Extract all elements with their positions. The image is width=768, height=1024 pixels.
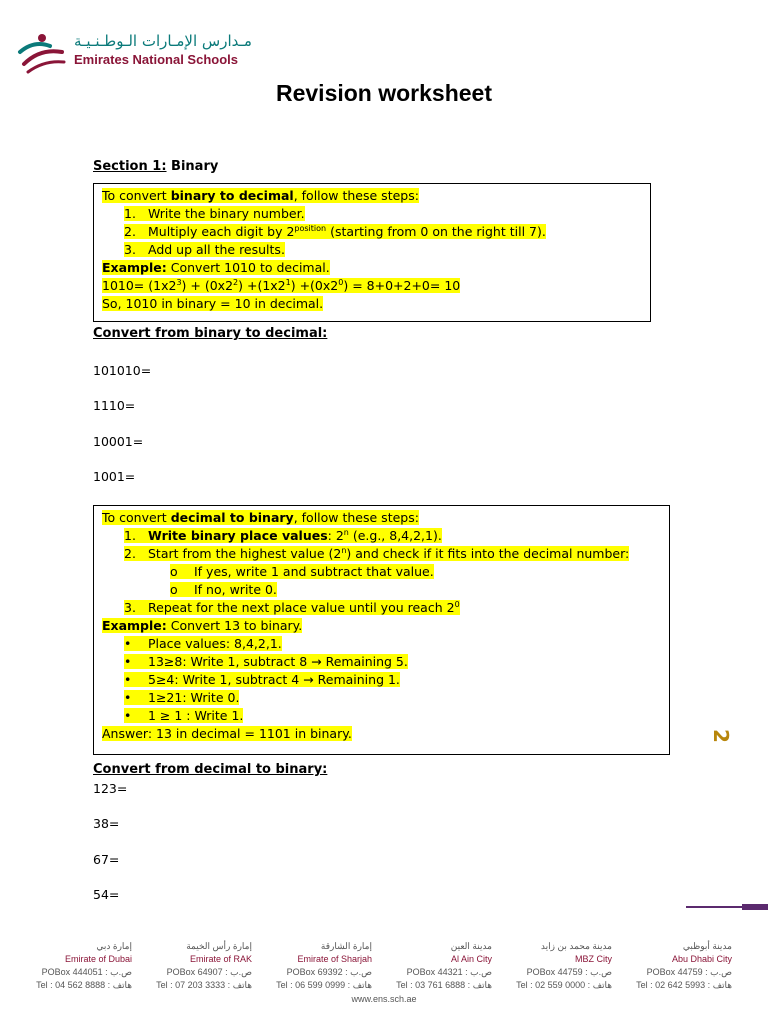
page-title: Revision worksheet (275, 80, 493, 106)
footer-branch: إمارة دبي Emirate of Dubai POBox 444051 : ص.ب Tel : 04 562 8888 : هاتف (36, 941, 132, 990)
box2-substep: o If yes, write 1 and subtract that value. (170, 564, 434, 579)
box2-example: Example: Convert 13 to binary. (102, 618, 303, 633)
box1-step: 2. Multiply each digit by $2^{position}$ (starting from 0 on the right till 7). (124, 224, 546, 239)
page-number: 2 (708, 729, 733, 743)
box2-bullet: • 1≥21: Write 0. (124, 690, 240, 705)
logo-swoosh-icon (16, 30, 68, 74)
box1-example: Example: Convert 1010 to decimal. (102, 260, 330, 275)
question-line: 1110= (93, 398, 136, 413)
logo-english-text: Emirates National Schools (74, 52, 238, 67)
section-label: Section 1: (93, 159, 167, 174)
footer-rule-accent (742, 904, 768, 910)
question-line: 67= (93, 852, 120, 867)
footer-branch: مدينة محمد بن زايد MBZ City POBox 44759 : ص.ب Tel : 02 559 0000 : هاتف (516, 941, 612, 990)
question-line: 123= (93, 781, 128, 796)
footer-branch: مدينة أبوظبي Abu Dhabi City POBox 44759 : ص.ب Tel : 02 642 5993 : هاتف (636, 941, 732, 990)
question-line: 10001= (93, 434, 144, 449)
box2-bullet: • 1 ≥ 1 : Write 1. (124, 708, 244, 723)
footer-branch: إمارة الشارقة Emirate of Sharjah POBox 69392 : ص.ب Tel : 06 599 0999 : هاتف (276, 941, 372, 990)
decimal-to-binary-box (93, 505, 670, 755)
box1-calculation: $1010= (1x2^3) + (0x2^2) +(1x2^1) +(0x2^0) = 8+0+2+0= 10$ (102, 278, 461, 293)
footer-branch: مدينة العين Al Ain City POBox 44321 : ص.ب Tel : 03 761 6888 : هاتف (396, 941, 492, 990)
question-line: 1001= (93, 469, 136, 484)
school-logo (16, 30, 256, 74)
website-link[interactable]: www.ens.sch.ae (351, 994, 417, 1004)
logo-arabic-text: مـدارس الإمـارات الـوطـنـيـة (74, 32, 252, 50)
box2-answer: Answer: 13 in decimal = 1101 in binary. (102, 726, 352, 741)
question-line: 38= (93, 816, 120, 831)
box2-substep: o If no, write 0. (170, 582, 277, 597)
footer-branch: إمارة رأس الخيمة Emirate of RAK POBox 64907 : ص.ب Tel : 07 203 3333 : هاتف (156, 941, 252, 990)
box1-step: 3. Add up all the results. (124, 242, 285, 257)
box2-bullet: • 13≥8: Write 1, subtract 8 → Remaining 5. (124, 654, 408, 669)
box2-step: 1. Write binary place values: 2$^n$ (e.g., 8,4,2,1). (124, 528, 442, 543)
box1-intro: To convert binary to decimal, follow these steps: (102, 188, 419, 203)
section-heading (93, 159, 218, 174)
box1-step: 1. Write the binary number. (124, 206, 305, 221)
question-line: 54= (93, 887, 120, 902)
box2-step: 2. Start from the highest value (2$^n$) and check if it fits into the decimal number: (124, 546, 630, 561)
section-topic: Binary (171, 159, 219, 174)
box2-intro: To convert decimal to binary, follow these steps: (102, 510, 419, 525)
decimal-to-binary-heading: Convert from decimal to binary: (93, 762, 328, 777)
binary-to-decimal-heading: Convert from binary to decimal: (93, 326, 328, 341)
binary-to-decimal-box (93, 183, 651, 322)
box1-conclusion: So, 1010 in binary = 10 in decimal. (102, 296, 324, 311)
box2-bullet: • 5≥4: Write 1, subtract 4 → Remaining 1. (124, 672, 400, 687)
box2-bullet: • Place values: 8,4,2,1. (124, 636, 282, 651)
box2-step: 3. Repeat for the next place value until you reach $2^0$ (124, 600, 460, 615)
question-line: 101010= (93, 363, 152, 378)
